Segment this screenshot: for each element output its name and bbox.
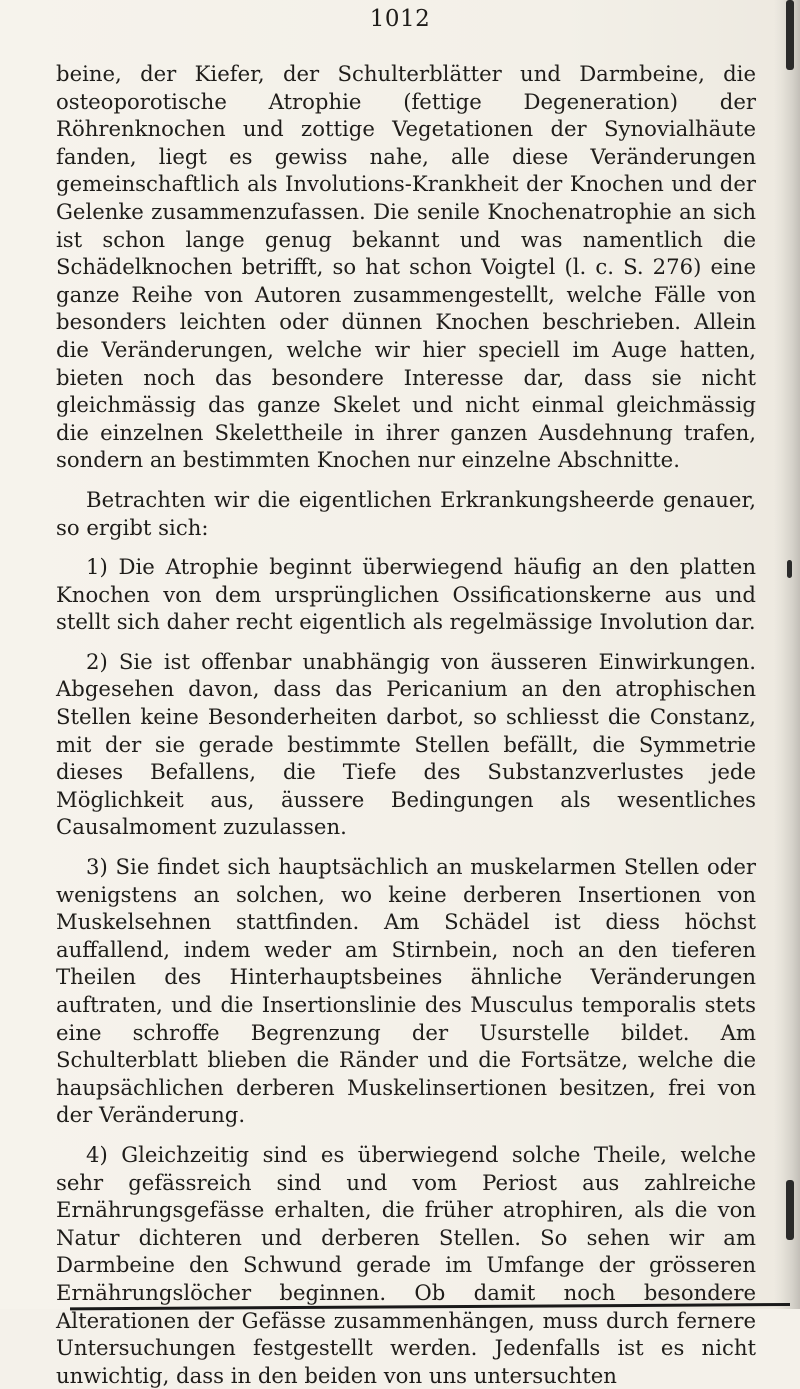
paragraph-point-1: 1) Die Atrophie beginnt überwiegend häufig an den platten Knochen von dem ursprünglichen Ossificationskerne aus und stellt sich daher recht eigentlich als regelmässige Involution dar. (56, 554, 756, 635)
page-binding-edge (774, 0, 800, 1309)
paragraph-lead-in: Betrachten wir die eigentlichen Erkrankungsheerde genauer, so ergibt sich: (56, 486, 756, 540)
paragraph-point-3: 3) Sie findet sich hauptsächlich an muskelarmen Stellen oder wenigstens an solchen, wo keine derberen Insertionen von Muskelsehnen stattfinden. Am Schädel ist diess höchst auffallend, indem weder am Stirnbein, noch an den tieferen Theilen des Hinterhauptsbeines ähnliche Veränderungen auftraten, und die Insertionslinie des Musculus temporalis stets eine schroffe Begrenzung der Usurstelle bildet. Am Schulterblatt blieben die Ränder und die Fortsätze, welche die haupsächlichen derberen Muskelinsertionen besitzen, frei von der Veränderung. (56, 854, 756, 1128)
scan-edge-mark (786, 1180, 794, 1240)
scan-edge-mark (787, 560, 792, 578)
paragraph-point-4: 4) Gleichzeitig sind es überwiegend solche Theile, welche sehr gefässreich sind und vom Periost aus zahlreiche Ernährungsgefässe erhalten, die früher atrophiren, als die von Natur dichteren und derberen Stellen. So sehen wir am Darmbeine den Schwund gerade im Umfange der grösseren Ernährungslöcher beginnen. Ob damit noch besondere Alterationen der Gefässe zusammenhängen, muss durch fernere Untersuchungen festgestellt werden. Jedenfalls ist es nicht unwichtig, dass in den beiden von uns untersuchten (56, 1141, 756, 1388)
body-text (56, 60, 756, 1389)
paragraph-intro: beine, der Kiefer, der Schulterblätter und Darmbeine, die osteoporotische Atrophie (fettige Degeneration) der Röhrenknochen und zottige Vegetationen der Synovialhäute fanden, liegt es gewiss nahe, alle diese Veränderungen gemeinschaftlich als Involutions-Krankheit der Knochen und der Gelenke zusammenzufassen. Die senile Knochenatrophie an sich ist schon lange genug bekannt und was namentlich die Schädelknochen betrifft, so hat schon Voigtel (l. c. S. 276) eine ganze Reihe von Autoren zusammengestellt, welche Fälle von besonders leichten oder dünnen Knochen beschrieben. Allein die Veränderungen, welche wir hier speciell im Auge hatten, bieten noch das besondere Interesse dar, dass sie nicht gleichmässig das ganze Skelet und nicht einmal gleichmässig die einzelnen Skelettheile in ihrer ganzen Ausdehnung trafen, sondern an bestimmten Knochen nur einzelne Abschnitte. (56, 61, 756, 473)
paragraph-point-2: 2) Sie ist offenbar unabhängig von äusseren Einwirkungen. Abgesehen davon, dass das Pericanium an den atrophischen Stellen keine Besonderheiten darbot, so schliesst die Constanz, mit der sie gerade bestimmte Stellen befällt, die Symmetrie dieses Befallens, die Tiefe des Substanzverlustes jede Möglichkeit aus, äussere Bedingungen als wesentliches Causalmoment zuzulassen. (56, 648, 756, 840)
page-number: 1012 (369, 6, 431, 32)
